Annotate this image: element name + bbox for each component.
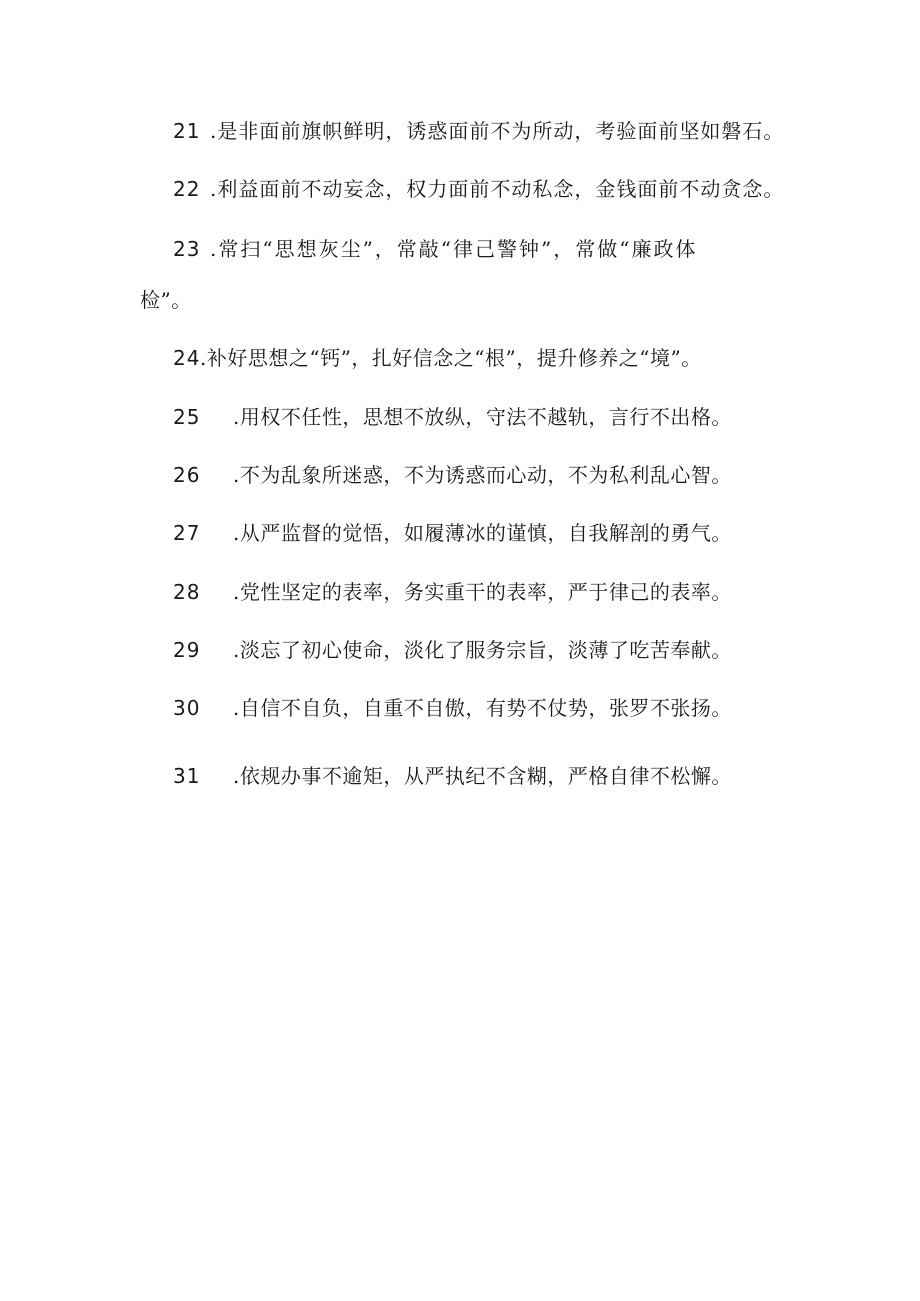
list-item (0, 397, 920, 437)
item-number: 28 (173, 580, 201, 604)
item-text-continuation: 检”。 (140, 288, 192, 312)
item-text: .自信不自负，自重不自傲，有势不仗势，张罗不张扬。 (233, 696, 732, 720)
list-item (0, 688, 920, 728)
list-item (0, 756, 920, 796)
item-text: .是非面前旗帜鲜明，诱惑面前不为所动，考验面前坚如磐石。 (210, 119, 785, 143)
item-number: 30 (173, 696, 201, 720)
list-item (0, 111, 920, 151)
item-number: 26 (173, 463, 201, 487)
item-number: 24 (173, 346, 201, 370)
list-item (0, 572, 920, 612)
item-number: 27 (173, 521, 201, 545)
list-item-continuation (0, 280, 920, 320)
item-text: .利益面前不动妄念，权力面前不动私念，金钱面前不动贪念。 (210, 177, 785, 201)
item-number: 31 (173, 764, 201, 788)
item-text: .用权不任性，思想不放纵，守法不越轨，言行不出格。 (233, 405, 732, 429)
list-item (0, 455, 920, 495)
list-item (0, 513, 920, 553)
list-item (0, 338, 920, 378)
item-number: 23 (173, 237, 201, 261)
item-text: .补好思想之“钙”，扎好信念之“根”，提升修养之“境”。 (200, 346, 702, 370)
list-item (0, 169, 920, 209)
item-text: .从严监督的觉悟，如履薄冰的谨慎，自我解剖的勇气。 (233, 521, 732, 545)
item-number: 22 (173, 177, 201, 201)
item-number: 29 (173, 638, 201, 662)
item-number: 25 (173, 405, 201, 429)
list-item (0, 630, 920, 670)
item-text: .不为乱象所迷惑，不为诱惑而心动，不为私利乱心智。 (233, 463, 732, 487)
item-text: .依规办事不逾矩，从严执纪不含糊，严格自律不松懈。 (233, 764, 732, 788)
item-number: 21 (173, 119, 201, 143)
item-text: .党性坚定的表率，务实重干的表率，严于律己的表率。 (233, 580, 732, 604)
list-item (0, 229, 920, 269)
item-text: .常扫“思想灰尘”，常敲“律己警钟”，常做“廉政体 (210, 237, 698, 261)
item-text: .淡忘了初心使命，淡化了服务宗旨，淡薄了吃苦奉献。 (233, 638, 732, 662)
